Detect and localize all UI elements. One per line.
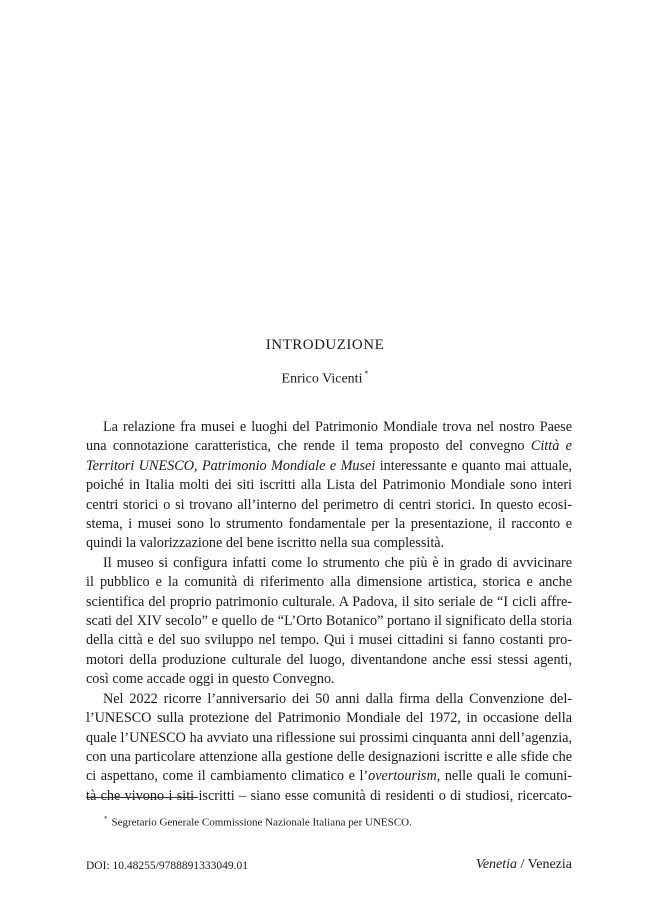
text-line: centri storici o si trovano all’interno del perimetro di centri storici. In questo ecosi- — [86, 496, 572, 513]
text-line: scati del XIV secolo” e quello de “L’Orto Botanico” portano il significato della storia — [86, 613, 572, 630]
author-name — [0, 370, 650, 388]
italic-term-segment: overtourism — [368, 768, 437, 785]
body-text — [86, 418, 572, 806]
paragraph-2 — [86, 554, 572, 690]
footnote-divider — [86, 797, 198, 798]
italic-title-segment: Città e — [530, 438, 572, 455]
text-line: scientifica del proprio patrimonio culturale. A Padova, il sito seriale de “I cicli affre- — [86, 593, 572, 610]
text-segment: interessante e quanto mai attuale, — [375, 457, 572, 474]
text-line: della città e del suo sviluppo nel tempo. Qui i musei cittadini si fanno costanti pro- — [86, 632, 572, 649]
series-title-rest: / Venezia — [517, 857, 572, 872]
text-line: stema, i musei sono lo strumento fondamentale per la presentazione, il racconto e — [86, 516, 572, 533]
text-line: quale l’UNESCO ha avviato una riflessione sui prossimi cinquanta anni dell’agenzia, — [86, 729, 572, 746]
paragraph-3 — [86, 690, 572, 806]
text-segment: una connotazione caratteristica, che rende il tema proposto del convegno — [86, 438, 531, 455]
author-footnote-mark[interactable]: * — [364, 369, 369, 378]
text-line: Il museo si configura infatti come lo strumento che più è in grado di avvicinare — [103, 554, 572, 571]
text-line: La relazione fra musei e luoghi del Patrimonio Mondiale trova nel nostro Paese — [103, 419, 572, 435]
text-line: così come accade oggi in questo Convegno. — [86, 671, 335, 688]
text-segment: , nelle quali le comuni- — [436, 768, 572, 785]
footnote — [104, 815, 412, 829]
page-title: INTRODUZIONE — [265, 337, 385, 353]
text-line — [86, 437, 572, 456]
text-line: tà che vivono i siti iscritti – siano esse comunità di residenti o di studiosi, ricercato- — [86, 787, 572, 804]
text-line: con una particolare attenzione alla gestione delle designazioni iscritte e alle sfide che — [86, 748, 572, 765]
text-line: quindi la valorizzazione del bene iscritto nella sua complessità. — [86, 535, 445, 552]
text-line: Nel 2022 ricorre l’anniversario dei 50 anni dalla firma della Convenzione del- — [103, 690, 572, 707]
footnote-text: Segretario Generale Commissione Nazionale Italiana per UNESCO. — [111, 816, 412, 829]
text-line: il pubblico e la comunità di riferimento alla dimensione artistica, storica e anche — [86, 574, 572, 591]
text-line — [86, 457, 572, 476]
doi-link[interactable]: DOI: 10.48255/9788891333049.01 — [86, 860, 248, 872]
text-line — [86, 767, 572, 786]
paragraph-1 — [86, 418, 572, 554]
author-name-text: Enrico Vicenti — [281, 371, 363, 387]
text-line: motori della produzione culturale del luogo, diventandone anche essi stessi agenti, — [86, 651, 572, 668]
series-title — [476, 857, 572, 873]
text-segment: ci aspettano, come il cambiamento climatico e l’ — [86, 768, 369, 785]
footnote-mark: * — [104, 815, 108, 823]
series-title-italic: Venetia — [475, 857, 518, 872]
italic-title-segment: Territori UNESCO, Patrimonio Mondiale e Musei — [86, 457, 376, 474]
text-line: l’UNESCO sulla protezione del Patrimonio Mondiale del 1972, in occasione della — [86, 710, 572, 727]
text-line: poiché in Italia molti dei siti iscritti alla Lista del Patrimonio Mondiale sono interi — [86, 477, 572, 494]
